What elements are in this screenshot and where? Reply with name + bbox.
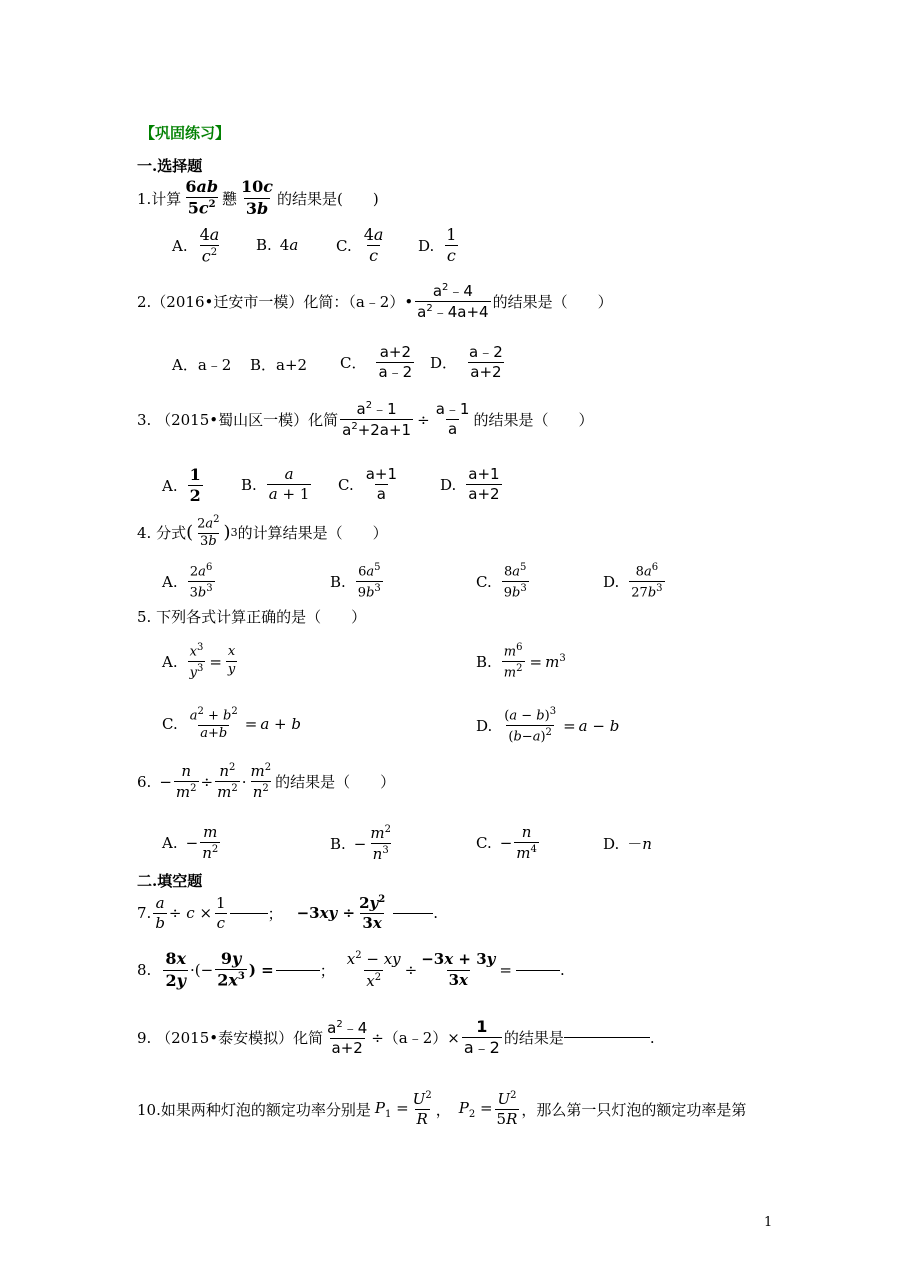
q6-option-c: C. − $\frac{n}{m^4}$: [476, 823, 537, 863]
q7-prefix: 7.: [137, 904, 152, 923]
q9-suffix: 的结果是: [503, 1029, 564, 1048]
q1-text-b: 的结果是( ): [277, 189, 379, 208]
question-2: [137, 282, 613, 322]
q4-suffix: 的计算结果是（ ）: [237, 523, 388, 542]
part2-heading: 二.填空题: [137, 872, 203, 890]
q8-sep: ；: [319, 961, 335, 980]
question-7: 7. $\frac{a}{b}$ ÷ c × $\frac{1}{c}$ ； −3xy ÷ $\frac{2y^2}{3x}$ .: [137, 893, 438, 933]
q3-prefix: 3. （2015•蜀山区一模）化简: [137, 411, 339, 430]
q3-suffix: 的结果是（ ）: [473, 411, 594, 430]
question-5: 5. 下列各式计算正确的是（ ）: [137, 608, 367, 626]
q6-suffix: 的结果是（ ）: [275, 773, 396, 792]
q1-option-a: A. $\frac{4a}{c^2}$: [172, 225, 220, 266]
q3-frac-2: $\frac{a﹣1}{a}$: [435, 400, 470, 439]
q6-option-b: B. − $\frac{m^2}{n^3}$: [330, 824, 391, 864]
q4-prefix: 4. 分式: [137, 523, 187, 542]
q4-frac: $\frac{2a^2}{3b}$: [197, 514, 220, 550]
q8-blank-1[interactable]: [276, 970, 320, 971]
q6-prefix: 6.: [137, 772, 152, 791]
q1-frac-2: $\frac{10c}{3b}$: [241, 177, 274, 218]
q5-option-b: B. $\frac{m^6}{m^2}$ = $m^3$: [476, 642, 566, 681]
section-title: 【巩固练习】: [140, 124, 231, 142]
question-8: 8. $\frac{8x}{2y}$ ·(− $\frac{9y}{2x^3}$ ) = ； $\frac{x^2 - xy}{x^2}$ ÷ $\frac{-3x + 3y}{3x}$ = .: [137, 949, 565, 990]
page-number: 1: [764, 1215, 773, 1230]
q4-option-b: B. $\frac{6a^5}{9b^3}$: [330, 562, 381, 601]
q1-op: 戁: [222, 189, 238, 208]
q7-sep: ；: [267, 904, 283, 923]
q2-frac: $\frac{a^2﹣4}{a^2﹣4a+4}$: [417, 282, 489, 322]
q8-blank-2[interactable]: [516, 970, 560, 971]
q3-frac-1: $\frac{a^2﹣1}{a^2+2a+1}$: [342, 400, 412, 440]
q4-option-d: D. $\frac{8a^6}{27b^3}$: [603, 562, 663, 601]
question-10: 10.如果两种灯泡的额定功率分别是 $P_1$ = $\frac{U^2}{R}$ ， $P_2$ = $\frac{U^2}{5R}$ ，那么第一只灯泡的额定功率是第: [137, 1090, 747, 1129]
q2-prefix: 2.（2016•迁安市一模）化简：（a﹣2）•: [137, 293, 414, 312]
q9-mid: ÷（a﹣2）×: [371, 1029, 460, 1048]
q3-option-a: A. $\frac{1}{2}$: [162, 465, 201, 506]
q9-blank[interactable]: [564, 1037, 650, 1038]
q4-option-a: A. $\frac{2a^6}{3b^3}$: [162, 562, 213, 601]
q4-option-c: C. $\frac{8a^5}{9b^3}$: [476, 562, 527, 601]
q1-option-d: D. $\frac{1}{c}$: [418, 225, 457, 266]
q5-option-d: D. $\frac{(a - b)^3}{(b-a)^2}$ = a − b: [476, 706, 620, 745]
q1-text-a: 1.计算: [137, 189, 182, 208]
q5-option-a: A. $\frac{x^3}{y^3}$ = $\frac{x}{y}$: [162, 642, 236, 681]
q6-option-d: D. －n: [603, 834, 652, 853]
q3-option-c: C. $\frac{a+1}{a}$: [338, 465, 398, 504]
part1-heading: 一.选择题: [137, 157, 203, 175]
q2-option-a: A．a﹣2: [172, 356, 232, 374]
q3-option-d: D. $\frac{a+1}{a+2}$: [440, 465, 500, 504]
q8-prefix: 8.: [137, 961, 152, 980]
q2-option-c: C． $\frac{a+2}{a﹣2}$: [340, 343, 413, 382]
q9-prefix: 9. （2015•泰安模拟）化简: [137, 1029, 324, 1048]
question-1: [137, 178, 379, 218]
q3-option-b: B. $\frac{a}{a + 1}$: [241, 465, 310, 504]
question-4: 4. 分式 ( $\frac{2a^2}{3b}$ ) 3 的计算结果是（ ）: [137, 514, 388, 550]
q10-sep: ，: [435, 1100, 451, 1119]
q2-suffix: 的结果是（ ）: [492, 293, 613, 312]
q1-frac-1: $\frac{6ab}{5c^2}$: [185, 177, 219, 218]
q5-option-c: C. $\frac{a^2 + b^2}{a+b}$ = a + b: [162, 706, 301, 742]
q7-blank-2[interactable]: [393, 913, 433, 914]
q6-option-a: A. − $\frac{m}{n^2}$: [162, 823, 219, 863]
q2-option-b: B．a+2: [250, 356, 308, 374]
q1-option-b: B. 4a: [256, 236, 299, 254]
q1-option-c: C. $\frac{4a}{c}$: [336, 225, 384, 266]
question-9: 9. （2015•泰安模拟）化简 $\frac{a^2﹣4}{a+2}$ ÷（a﹣2）× $\frac{1}{a﹣2}$ 的结果是 .: [137, 1017, 655, 1058]
q7-blank-1[interactable]: [230, 913, 268, 914]
question-3: 3. （2015•蜀山区一模）化简 $\frac{a^2﹣1}{a^2+2a+1}$ ÷ $\frac{a﹣1}{a}$ 的结果是（ ）: [137, 400, 594, 440]
q10-suffix: ，那么第一只灯泡的额定功率是第: [521, 1100, 747, 1119]
q2-option-d: D． $\frac{a﹣2}{a+2}$: [430, 343, 503, 382]
question-6: 6. − $\frac{n}{m^2}$ ÷ $\frac{n^2}{m^2}$ · $\frac{m^2}{n^2}$ 的结果是（ ）: [137, 761, 396, 802]
q10-prefix: 10.如果两种灯泡的额定功率分别是: [137, 1100, 371, 1119]
